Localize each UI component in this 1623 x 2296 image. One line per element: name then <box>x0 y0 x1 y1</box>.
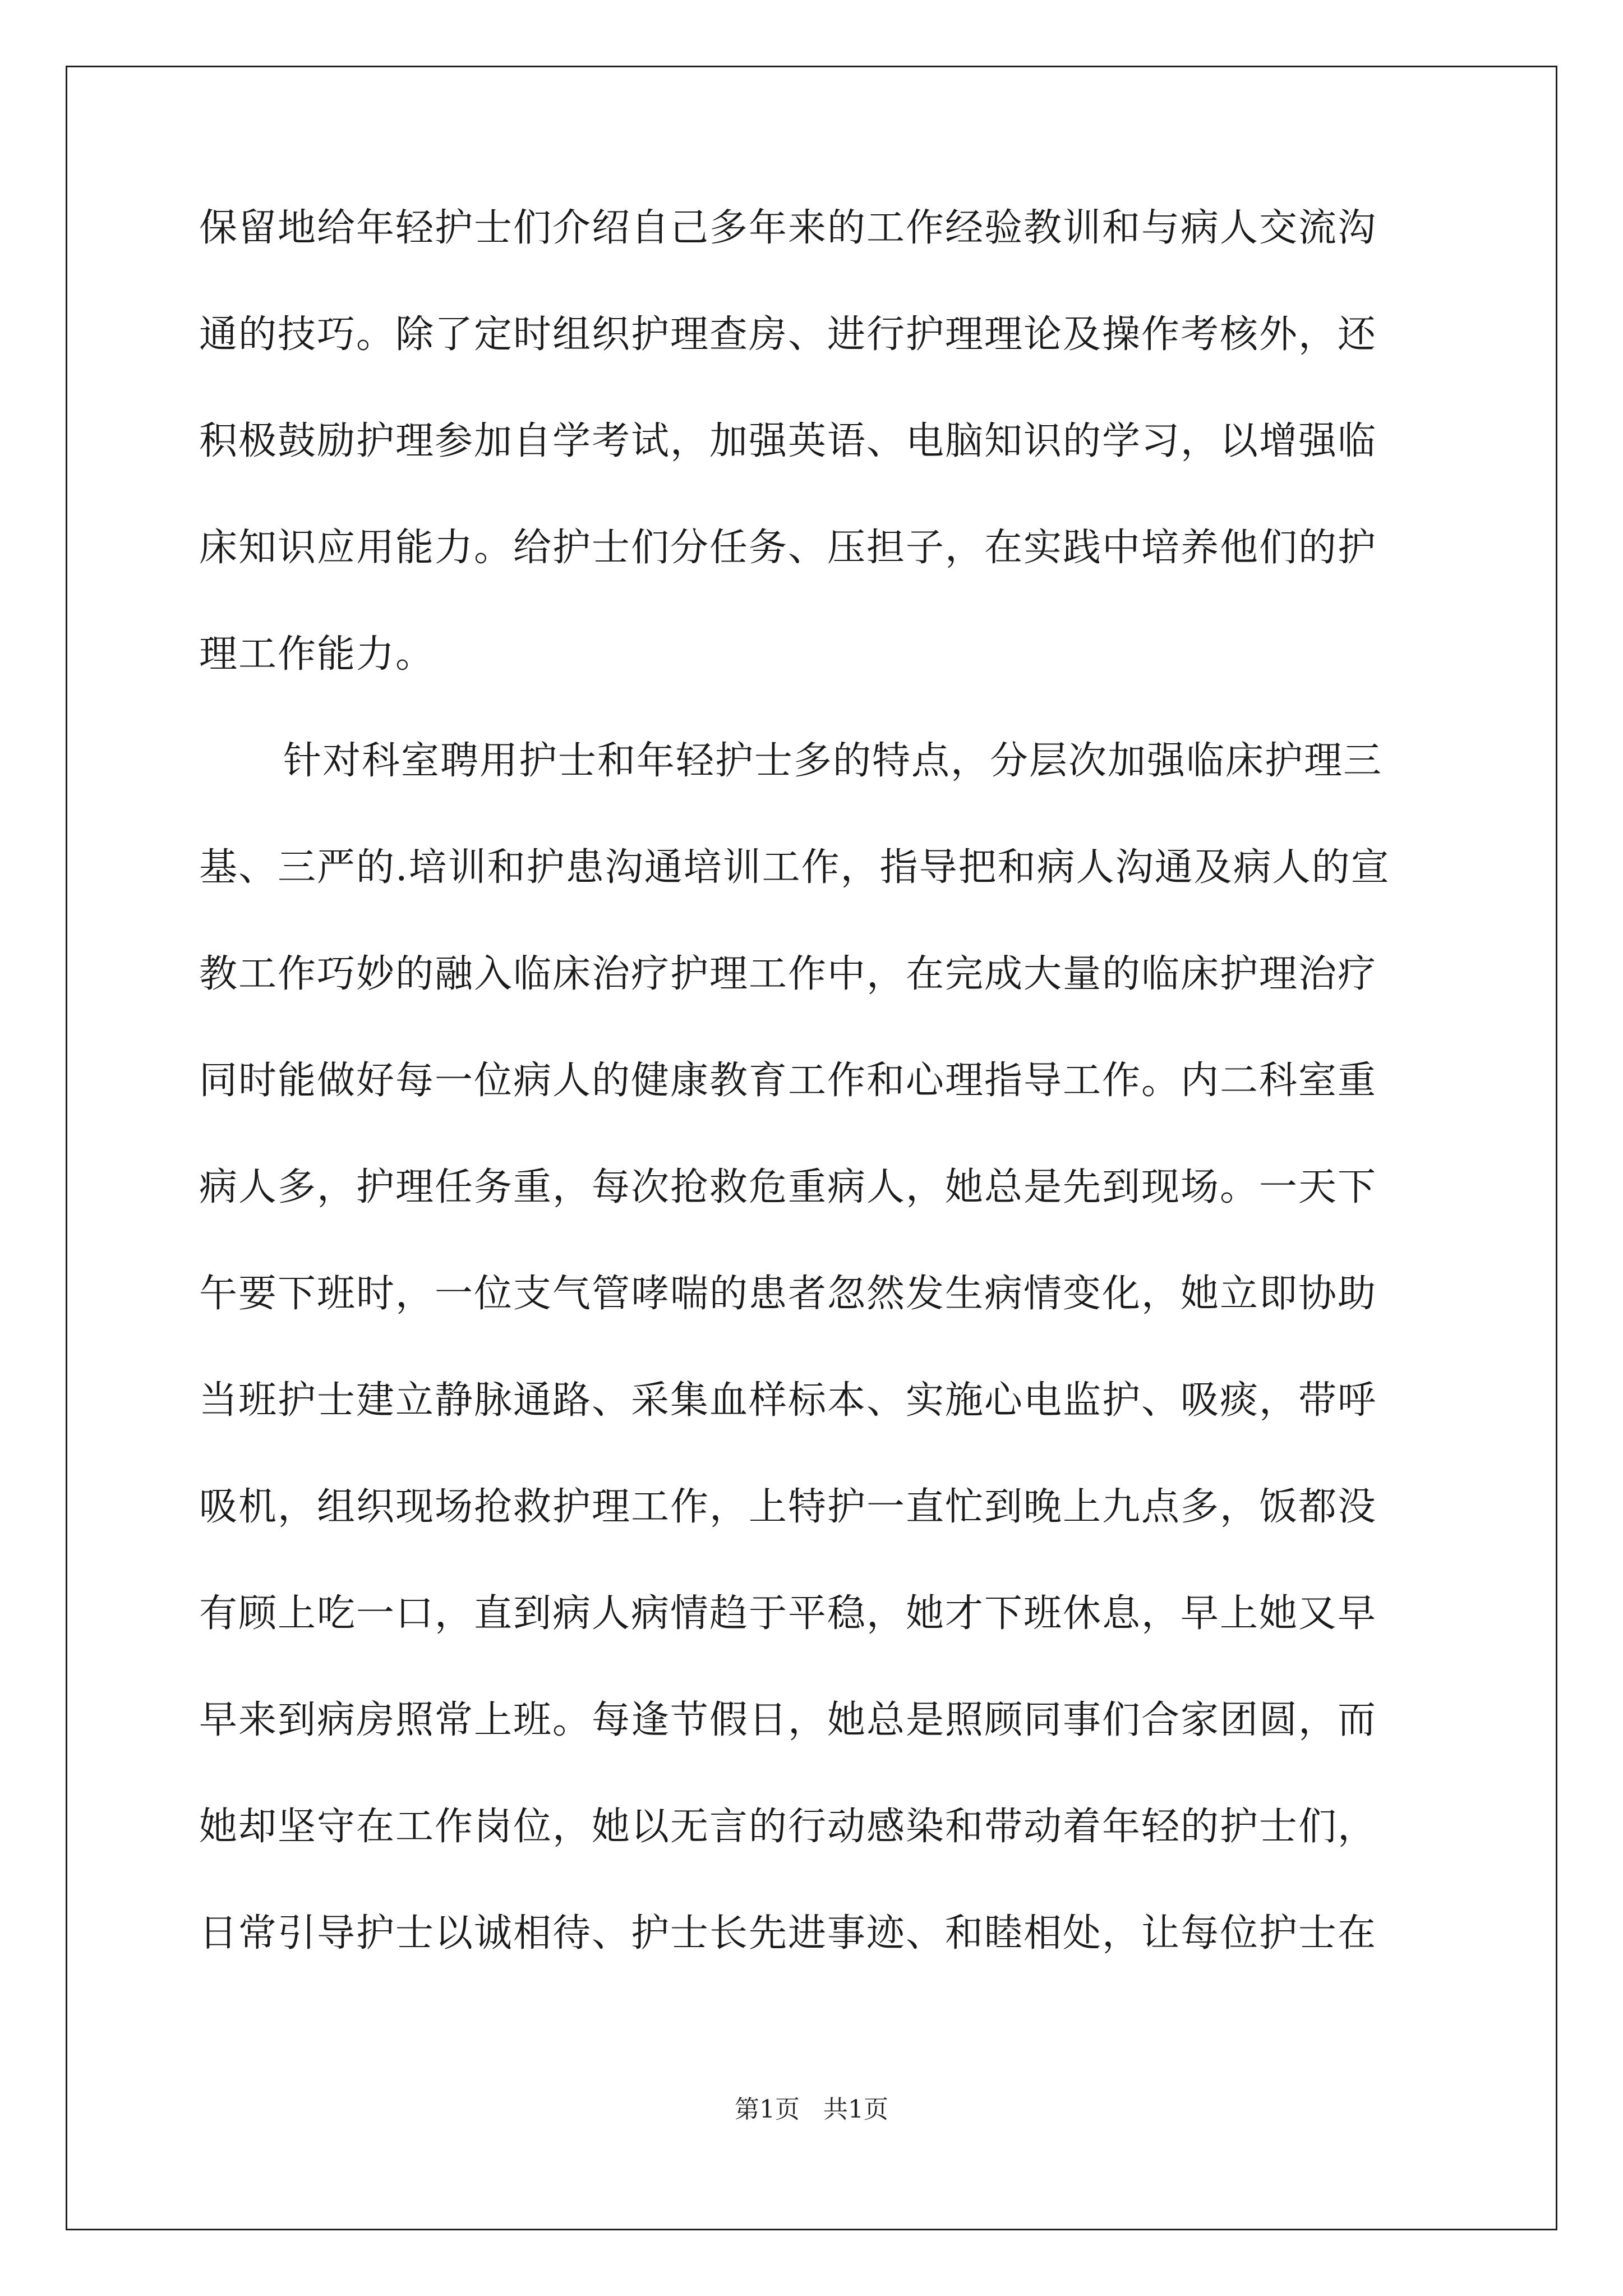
text-line: 午要下班时，一位支气管哮喘的患者忽然发生病情变化，她立即协助 <box>199 1272 1377 1316</box>
text-line: 有顾上吃一口，直到病人病情趋于平稳，她才下班休息，早上她又早 <box>199 1591 1377 1636</box>
paragraph-1 <box>199 203 1427 736</box>
text-line: 通的技巧。除了定时组织护理查房、进行护理理论及操作考核外，还 <box>199 312 1377 357</box>
text-line: 教工作巧妙的融入临床治疗护理工作中，在完成大量的临床护理治疗 <box>199 952 1377 996</box>
page-footer: 第1页 共1页 <box>735 2095 888 2124</box>
document-body <box>199 203 1427 2015</box>
text-line: 理工作能力。 <box>199 632 435 677</box>
text-line: 日常引导护士以诚相待、护士长先进事迹、和睦相处，让每位护士在 <box>199 1911 1377 1955</box>
text-line: 当班护士建立静脉通路、采集血样标本、实施心电监护、吸痰，带呼 <box>199 1378 1377 1423</box>
text-line: 同时能做好每一位病人的健康教育工作和心理指导工作。内二科室重 <box>199 1059 1377 1103</box>
text-line: 针对科室聘用护士和年轻护士多的特点，分层次加强临床护理三 <box>283 739 1383 783</box>
text-line: 病人多，护理任务重，每次抢救危重病人，她总是先到现场。一天下 <box>199 1165 1377 1209</box>
text-line: 基、三严的.培训和护患沟通培训工作，指导把和病人沟通及病人的宣 <box>199 845 1390 890</box>
text-line: 床知识应用能力。给护士们分任务、压担子，在实践中培养他们的护 <box>199 526 1377 570</box>
paragraph-2 <box>199 736 1427 2015</box>
text-line: 她却坚守在工作岗位，她以无言的行动感染和带动着年轻的护士们， <box>199 1805 1377 1849</box>
text-line: 积极鼓励护理参加自学考试，加强英语、电脑知识的学习，以增强临 <box>199 419 1377 463</box>
text-line: 保留地给年轻护士们介绍自己多年来的工作经验教训和与病人交流沟 <box>199 206 1377 250</box>
text-line: 早来到病房照常上班。每逢节假日，她总是照顾同事们合家团圆，而 <box>199 1698 1377 1742</box>
text-line: 吸机，组织现场抢救护理工作，上特护一直忙到晚上九点多，饭都没 <box>199 1485 1377 1529</box>
